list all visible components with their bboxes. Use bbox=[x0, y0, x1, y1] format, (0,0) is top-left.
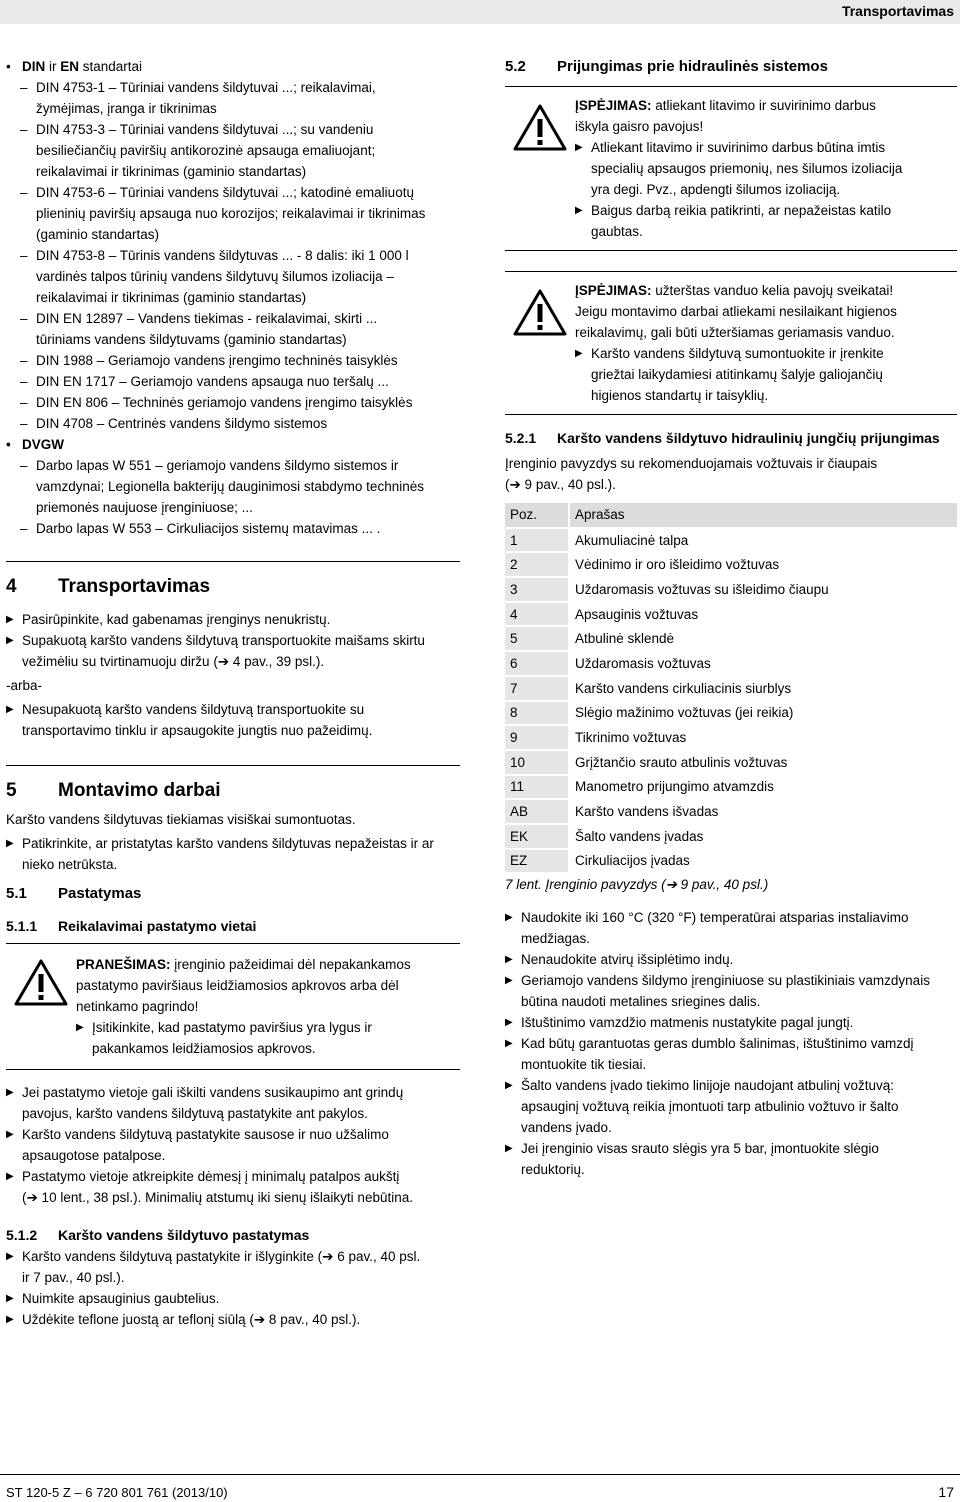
table-cell-desc: Cirkuliacijos įvadas bbox=[569, 849, 957, 874]
table-cell-desc: Karšto vandens išvadas bbox=[569, 799, 957, 824]
notice-label: PRANEŠIMAS: bbox=[76, 957, 171, 972]
standard-item: žymėjimas, įranga ir tikrinimas bbox=[36, 101, 217, 116]
warning-line: reikalavimų, gali būti užteršiamas geriamasis vanduo. bbox=[575, 325, 895, 340]
table-cell-desc: Akumuliacinė talpa bbox=[569, 528, 957, 553]
step-item: ▶ Šalto vandens įvado tiekimo linijoje naudojant atbulinį vožtuvą: bbox=[505, 1075, 957, 1096]
list-item-dvgw: • DVGW bbox=[6, 434, 460, 455]
table-cell-desc: Manometro prijungimo atvamzdis bbox=[569, 775, 957, 800]
standard-item: reikalavimai ir tikrinimas (gaminio standartas) bbox=[36, 164, 307, 179]
warning-text bbox=[505, 280, 957, 406]
page-header bbox=[0, 0, 960, 24]
notice-line: netinkamo pagrindo! bbox=[76, 999, 199, 1014]
notice-line-text: įrenginio pažeidimai dėl nepakankamos bbox=[170, 957, 411, 972]
heading-section-4 bbox=[6, 575, 460, 599]
table-caption: 7 lent. Įrenginio pavyzdys (➔ 9 pav., 40 psl.) bbox=[505, 877, 769, 893]
spacer bbox=[6, 1208, 460, 1224]
standard-item: – DIN EN 1717 – Geriamojo vandens apsauga nuo teršalų ... bbox=[6, 371, 460, 392]
section-number: 5.2 bbox=[505, 58, 526, 75]
dvgw-item: priemonės naujuose įrenginiuose; ... bbox=[36, 500, 253, 515]
section-number: 5.2.1 bbox=[505, 430, 537, 446]
table-row bbox=[505, 725, 957, 750]
standard-item: – DIN EN 12897 – Vandens tiekimas - reikalavimai, skirti ... bbox=[6, 308, 460, 329]
table-row bbox=[505, 799, 957, 824]
table-row bbox=[505, 775, 957, 800]
table-cell-pos: 7 bbox=[505, 676, 569, 701]
step-item: medžiagas. bbox=[521, 931, 591, 947]
or-label: -arba- bbox=[6, 678, 43, 693]
warning-box-fire bbox=[505, 86, 957, 251]
table-cell-desc: Uždaromasis vožtuvas bbox=[569, 651, 957, 676]
heading-section-5 bbox=[6, 779, 460, 803]
table-cell-desc: Apsauginis vožtuvas bbox=[569, 602, 957, 627]
standard-item: – DIN 4708 – Centrinės vandens šildymo sistemos bbox=[6, 413, 460, 434]
standard-item: – DIN 4753-6 – Tūriniai vandens šildytuvai ...; katodinė emaliuotų bbox=[6, 182, 460, 203]
warning-line bbox=[575, 280, 957, 301]
table-cell-desc: Šalto vandens įvadas bbox=[569, 824, 957, 849]
table-row bbox=[505, 577, 957, 602]
table-row bbox=[505, 701, 957, 726]
standard-item: reikalavimai ir tikrinimas (gaminio standartas) bbox=[36, 290, 307, 305]
warning-triangle-icon bbox=[14, 958, 68, 1006]
heading-section-5-2-1 bbox=[505, 427, 957, 449]
table-header-row bbox=[505, 503, 957, 528]
spacer bbox=[6, 539, 460, 561]
position-table bbox=[505, 503, 957, 874]
step-item: ▶ Supakuotą karšto vandens šildytuvą transportuokite maišams skirtu bbox=[6, 630, 460, 651]
spacer bbox=[505, 495, 957, 503]
table-row bbox=[505, 750, 957, 775]
intro-text: Įrenginio pavyzdys su rekomenduojamais vožtuvais ir čiaupais bbox=[505, 456, 878, 471]
spacer bbox=[505, 251, 957, 271]
spacer bbox=[505, 78, 957, 86]
step-item: būtina naudoti metalines sriegines dalis. bbox=[521, 994, 761, 1010]
step-item: transportavimo tinklu ir apsaugokite jungtis nuo pažeidimų. bbox=[22, 723, 373, 738]
step-item: ▶ Karšto vandens šildytuvą pastatykite sausose ir nuo užšalimo bbox=[6, 1124, 460, 1145]
spacer bbox=[6, 562, 460, 575]
table-cell-pos: 3 bbox=[505, 577, 569, 602]
table-header-cell: Aprašas bbox=[569, 503, 957, 528]
spacer bbox=[505, 895, 957, 907]
notice-step: ▶ Įsitikinkite, kad pastatymo paviršius yra lygus ir bbox=[76, 1017, 460, 1038]
heading-section-5-1 bbox=[6, 883, 460, 905]
warning-step: yra degi. Pvz., apdengti šilumos izoliaciją. bbox=[591, 182, 841, 197]
table-cell-desc: Tikrinimo vožtuvas bbox=[569, 725, 957, 750]
table-row bbox=[505, 676, 957, 701]
notice-line: pastatymo paviršiaus leidžiamosios apkrovos arba dėl bbox=[76, 978, 399, 993]
table-cell-desc: Karšto vandens cirkuliacinis siurblys bbox=[569, 676, 957, 701]
section-title: Pastatymas bbox=[58, 885, 142, 902]
warning-step: specialių apsaugos priemonių, nes šilumos izoliacija bbox=[591, 161, 903, 176]
warning-triangle-icon bbox=[513, 103, 567, 151]
warning-line bbox=[575, 95, 957, 116]
intro-text: (➔ 9 pav., 40 psl.). bbox=[505, 477, 616, 492]
step-item: ir 7 pav., 40 psl.). bbox=[22, 1270, 125, 1285]
table-cell-pos: 4 bbox=[505, 602, 569, 627]
standard-item: plieninių paviršių apsauga nuo korozijos; reikalavimai ir tikrinimas bbox=[36, 206, 426, 221]
section-number: 5 bbox=[6, 780, 17, 801]
step-item: ▶ Nesupakuotą karšto vandens šildytuvą transportuokite su bbox=[6, 699, 460, 720]
running-title: Transportavimas bbox=[841, 3, 954, 19]
step-item: ▶ Pastatymo vietoje atkreipkite dėmesį į minimalų patalpos aukštį bbox=[6, 1166, 460, 1187]
table-cell-desc: Atbulinė sklendė bbox=[569, 626, 957, 651]
step-item: nieko netrūksta. bbox=[22, 857, 118, 872]
step-item: ▶ Nenaudokite atvirų išsiplėtimo indų. bbox=[505, 949, 957, 970]
table-header-cell: Poz. bbox=[505, 503, 569, 528]
step-item: apsaugotose patalpose. bbox=[22, 1148, 166, 1163]
section-title: Transportavimas bbox=[58, 576, 211, 597]
label-text: standartai bbox=[79, 59, 143, 74]
list-item-din-en bbox=[6, 56, 460, 77]
table-cell-pos: 10 bbox=[505, 750, 569, 775]
page-number: 17 bbox=[938, 1484, 954, 1500]
standard-item: tūriniams vandens šildytuvams (gaminio standartas) bbox=[36, 332, 347, 347]
warning-step: higienos standartų ir taisyklių. bbox=[591, 388, 769, 403]
table-cell-pos: 6 bbox=[505, 651, 569, 676]
step-item: apsauginį vožtuvą reikia įmontuoti tarp atbulinio vožtuvo ir šalto bbox=[521, 1099, 899, 1115]
label-text: ir bbox=[45, 59, 61, 74]
table-cell-desc: Slėgio mažinimo vožtuvas (jei reikia) bbox=[569, 701, 957, 726]
step-item: ▶ Pasirūpinkite, kad gabenamas įrenginys nenukristų. bbox=[6, 609, 460, 630]
step-item: ▶ Jei pastatymo vietoje gali iškilti vandens susikaupimo ant grindų bbox=[6, 1082, 460, 1103]
spacer bbox=[6, 766, 460, 779]
section-number: 4 bbox=[6, 576, 17, 597]
notice-step: pakankamos leidžiamosios apkrovos. bbox=[92, 1041, 316, 1056]
step-item: ▶ Uždėkite teflone juostą ar teflonį siūlą (➔ 8 pav., 40 psl.). bbox=[6, 1309, 460, 1330]
step-item: ▶ Ištuštinimo vamzdžio matmenis nustatykite pagal jungtį. bbox=[505, 1012, 957, 1033]
standard-item: – DIN 1988 – Geriamojo vandens įrengimo techninės taisyklės bbox=[6, 350, 460, 371]
table-cell-desc: Uždaromasis vožtuvas su išleidimo čiaupu bbox=[569, 577, 957, 602]
spacer bbox=[6, 905, 460, 915]
heading-section-5-1-1 bbox=[6, 915, 460, 937]
section-title: Montavimo darbai bbox=[58, 780, 221, 801]
table-cell-pos: 11 bbox=[505, 775, 569, 800]
step-item: reduktorių. bbox=[521, 1162, 585, 1178]
step-item: ▶ Kad būtų garantuotas geras dumblo šalinimas, ištuštinimo vamzdį bbox=[505, 1033, 957, 1054]
table-row bbox=[505, 528, 957, 553]
standard-item: – DIN EN 806 – Techninės geriamojo vandens įrengimo taisyklės bbox=[6, 392, 460, 413]
step-item: ▶ Jei įrenginio visas srauto slėgis yra 5 bar, įmontuokite slėgio bbox=[505, 1138, 957, 1159]
table-cell-pos: EK bbox=[505, 824, 569, 849]
section-number: 5.1.1 bbox=[6, 918, 38, 934]
warning-step: gaubtas. bbox=[591, 224, 643, 239]
warning-label: ĮSPĖJIMAS: bbox=[575, 283, 652, 298]
table-row bbox=[505, 602, 957, 627]
section-number: 5.1.2 bbox=[6, 1227, 38, 1243]
warning-line: Jeigu montavimo darbai atliekami nesilaikant higienos bbox=[575, 304, 897, 319]
warning-label: ĮSPĖJIMAS: bbox=[575, 98, 652, 113]
step-item: montuokite tik tiesiai. bbox=[521, 1057, 647, 1073]
notice-text bbox=[6, 954, 460, 1059]
step-item: vandens įvado. bbox=[521, 1120, 612, 1136]
notice-line bbox=[76, 954, 460, 975]
step-item: ▶ Geriamojo vandens šildymo įrenginiuose su plastikiniais vamzdynais bbox=[505, 970, 957, 991]
warning-step: ▶ Karšto vandens šildytuvą sumontuokite ir įrenkite bbox=[575, 343, 957, 364]
table-cell-pos: 2 bbox=[505, 552, 569, 577]
table-cell-desc: Vėdinimo ir oro išleidimo vožtuvas bbox=[569, 552, 957, 577]
footer-rule bbox=[0, 1474, 960, 1475]
standard-item: – DIN 4753-8 – Tūrinis vandens šildytuvas ... - 8 dalis: iki 1 000 l bbox=[6, 245, 460, 266]
dvgw-item: – Darbo lapas W 553 – Cirkuliacijos sistemų matavimas ... . bbox=[6, 518, 460, 539]
section-number: 5.1 bbox=[6, 885, 27, 902]
section-title: Karšto vandens šildytuvo hidraulinių jungčių prijungimas bbox=[557, 430, 940, 446]
left-column bbox=[6, 56, 460, 1330]
table-cell-desc: Grįžtančio srauto atbulinis vožtuvas bbox=[569, 750, 957, 775]
table-row bbox=[505, 824, 957, 849]
standard-item: – DIN 4753-1 – Tūriniai vandens šildytuvai ...; reikalavimai, bbox=[6, 77, 460, 98]
step-item: pavojus, karšto vandens šildytuvą pastatykite ant pakylos. bbox=[22, 1106, 368, 1121]
footer-doc-id: ST 120-5 Z – 6 720 801 761 (2013/10) bbox=[6, 1485, 228, 1500]
dvgw-item: vamzdynai; Legionella bakterijų dauginimosi stabdymo techninės bbox=[36, 479, 424, 494]
intro-text: Karšto vandens šildytuvas tiekiamas visiškai sumontuotas. bbox=[6, 812, 356, 827]
warning-text bbox=[505, 95, 957, 242]
step-item: vežimėliu su tvirtinamuoju diržu (➔ 4 pav., 39 psl.). bbox=[22, 654, 325, 669]
step-item: ▶ Patikrinkite, ar pristatytas karšto vandens šildytuvas nepažeistas ir ar bbox=[6, 833, 460, 854]
label-din: DIN bbox=[22, 59, 46, 74]
warning-box-hygiene bbox=[505, 271, 957, 415]
table-row bbox=[505, 626, 957, 651]
heading-section-5-1-2 bbox=[6, 1224, 460, 1246]
warning-line-text: atliekant litavimo ir suvirinimo darbus bbox=[651, 98, 876, 113]
spacer bbox=[6, 599, 460, 609]
dvgw-item: – Darbo lapas W 551 – geriamojo vandens šildymo sistemos ir bbox=[6, 455, 460, 476]
step-item: ▶ Karšto vandens šildytuvą pastatykite ir išlyginkite (➔ 6 pav., 40 psl. bbox=[6, 1246, 460, 1267]
table-row bbox=[505, 849, 957, 874]
spacer bbox=[6, 875, 460, 883]
section-title: Prijungimas prie hidraulinės sistemos bbox=[557, 58, 828, 75]
warning-triangle-icon bbox=[513, 288, 567, 336]
table-cell-pos: 9 bbox=[505, 725, 569, 750]
table-cell-pos: AB bbox=[505, 799, 569, 824]
warning-line-text: užterštas vanduo kelia pavojų sveikatai! bbox=[651, 283, 894, 298]
step-item: (➔ 10 lent., 38 psl.). Minimalių atstumų iki sienų išlaikyti nebūtina. bbox=[22, 1190, 413, 1205]
table-cell-pos: 5 bbox=[505, 626, 569, 651]
table-row bbox=[505, 651, 957, 676]
section-title: Reikalavimai pastatymo vietai bbox=[58, 918, 257, 934]
right-column bbox=[505, 56, 957, 1180]
step-item: ▶ Naudokite iki 160 °C (320 °F) temperatūrai atsparias instaliavimo bbox=[505, 907, 957, 928]
standard-item: besiliečiančių paviršių antikorozinė apsauga emaliuojant; bbox=[36, 143, 376, 158]
table-cell-pos: 8 bbox=[505, 701, 569, 726]
table-cell-pos: EZ bbox=[505, 849, 569, 874]
standard-item: – DIN 4753-3 – Tūriniai vandens šildytuvai ...; su vandeniu bbox=[6, 119, 460, 140]
spacer bbox=[6, 1070, 460, 1082]
label-en: EN bbox=[60, 59, 80, 74]
table-cell-pos: 1 bbox=[505, 528, 569, 553]
spacer bbox=[6, 741, 460, 765]
warning-step: griežtai laikydamiesi atitinkamų šalyje galiojančių bbox=[591, 367, 883, 382]
warning-step: ▶ Atliekant litavimo ir suvirinimo darbus būtina imtis bbox=[575, 137, 957, 158]
standard-item: (gaminio standartas) bbox=[36, 227, 160, 242]
standard-item: vardinės talpos tūrinių vandens šildytuvų šilumos izoliacija – bbox=[36, 269, 394, 284]
notice-box bbox=[6, 943, 460, 1070]
spacer bbox=[505, 415, 957, 427]
heading-section-5-2 bbox=[505, 56, 957, 78]
section-title: Karšto vandens šildytuvo pastatymas bbox=[58, 1227, 310, 1243]
warning-step: ▶ Baigus darbą reikia patikrinti, ar nepažeistas katilo bbox=[575, 200, 957, 221]
table-row bbox=[505, 552, 957, 577]
warning-line: iškyla gaisro pavojus! bbox=[575, 119, 704, 134]
step-item: ▶ Nuimkite apsauginius gaubtelius. bbox=[6, 1288, 460, 1309]
